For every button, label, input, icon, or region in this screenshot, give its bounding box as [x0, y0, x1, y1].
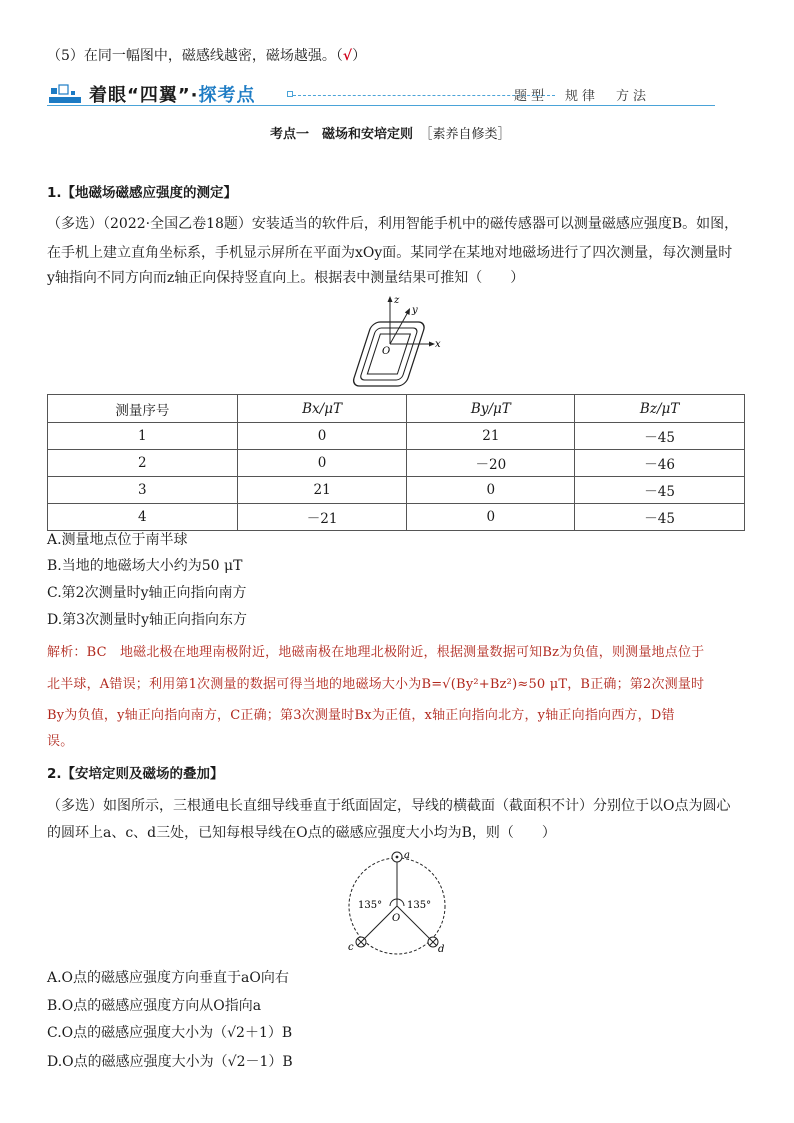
measurement-table	[47, 394, 745, 531]
q2-heading: 2.【安培定则及磁场的叠加】	[47, 766, 224, 782]
table-cell: －45	[575, 423, 745, 450]
section-banner	[47, 80, 715, 110]
q1-analysis-line-3: By为负值，y轴正向指向南方，C正确；第3次测量时Bx为正值，x轴正向指向北方，y轴正向指向西方，D错	[47, 708, 675, 723]
banner-square-icon	[287, 91, 293, 97]
table-cell: 21	[237, 477, 407, 504]
q1-analysis-line-4: 误。	[47, 734, 74, 749]
q1-heading: 1.【地磁场磁感应强度的测定】	[47, 185, 238, 201]
label-a: a	[404, 850, 410, 861]
q1-stem-line-3: y轴指向不同方向而z轴正向保持竖直向上。根据表中测量结果可推知（ ）	[47, 270, 525, 286]
q1-option-b: B.当地的地磁场大小约为50 μT	[47, 558, 243, 574]
label-z: z	[394, 295, 400, 306]
label-x: x	[435, 339, 441, 350]
table-cell: 0	[237, 450, 407, 477]
table-header: Bx/μT	[237, 395, 407, 423]
q2-stem-line-1: （多选）如图所示，三根通电长直细导线垂直于纸面固定，导线的横截面（截面积不计）分别位于以O点为圆心	[47, 798, 731, 814]
label-angle-right: 135°	[407, 900, 432, 911]
banner-title: 着眼“四翼”·探考点	[89, 85, 256, 106]
table-header: Bz/μT	[575, 395, 745, 423]
q1-stem-line-1: （多选）（2022·全国乙卷18题）安装适当的软件后，利用智能手机中的磁传感器可以测量磁感应强度B。如图，	[47, 216, 739, 232]
q2-stem-line-2: 的圆环上a、c、d三处，已知每根导线在O点的磁感应强度大小均为B，则（ ）	[47, 825, 556, 841]
q2-option-d: D.O点的磁感应强度大小为（√2－1）B	[47, 1054, 293, 1070]
table-cell: 1	[48, 423, 238, 450]
banner-underline	[47, 105, 715, 106]
label-origin: O	[382, 346, 391, 357]
table-cell: －20	[407, 450, 575, 477]
table-cell: －21	[237, 504, 407, 531]
label-y: y	[412, 305, 418, 316]
q1-stem-line-2: 在手机上建立直角坐标系，手机显示屏所在平面为xOy面。某同学在某地对地磁场进行了四次测量，每次测量时	[47, 245, 733, 261]
q1-analysis-line-2: 北半球，A错误；利用第1次测量的数据可得当地的地磁场大小为B=√(By²+Bz²)≈50 μT，B正确；第2次测量时	[47, 677, 705, 692]
table-header: By/μT	[407, 395, 575, 423]
table-header: 测量序号	[48, 395, 238, 423]
label-d: d	[438, 944, 445, 955]
line-o-d	[397, 906, 431, 940]
table-cell: －45	[575, 504, 745, 531]
q2-option-c: C.O点的磁感应强度大小为（√2＋1）B	[47, 1025, 293, 1041]
label-angle-left: 135°	[358, 900, 383, 911]
table-row	[48, 477, 745, 504]
label-c: c	[348, 942, 354, 953]
q1-option-d: D.第3次测量时y轴正向指向东方	[47, 612, 247, 628]
wire-d-icon	[428, 937, 438, 947]
z-axis-arrow-icon	[388, 296, 393, 302]
table-row	[48, 423, 745, 450]
check-mark: √	[342, 48, 353, 64]
q2-option-b: B.O点的磁感应强度方向从O指向a	[47, 998, 262, 1014]
table-header-row	[48, 395, 745, 423]
table-row	[48, 504, 745, 531]
label-o: O	[392, 913, 401, 924]
q2-option-a: A.O点的磁感应强度方向垂直于aO向右	[47, 970, 289, 986]
banner-right-label: 题型 规律 方法	[513, 89, 650, 104]
prev-item: （5）在同一幅图中，磁感线越密，磁场越强。（√）	[47, 48, 367, 64]
q1-option-c: C.第2次测量时y轴正向指向南方	[47, 585, 247, 601]
table-cell: 0	[237, 423, 407, 450]
table-cell: 0	[407, 504, 575, 531]
phone-axes-figure	[340, 292, 450, 392]
table-cell: 4	[48, 504, 238, 531]
wires-circle-figure	[340, 846, 460, 956]
table-cell: 2	[48, 450, 238, 477]
q1-analysis-line-1: 解析：BC 地磁北极在地理南极附近，地磁南极在地理北极附近，根据测量数据可知Bz为负值，则测量地点位于	[47, 645, 705, 660]
table-cell: 21	[407, 423, 575, 450]
wire-a-icon	[392, 852, 402, 862]
q1-option-a: A.测量地点位于南半球	[47, 532, 188, 548]
wire-c-icon	[356, 937, 366, 947]
section-title: 考点一 磁场和安培定则 ［素养自修类］	[270, 127, 511, 142]
table-cell: －45	[575, 477, 745, 504]
table-cell: 0	[407, 477, 575, 504]
table-cell: －46	[575, 450, 745, 477]
table-row	[48, 450, 745, 477]
table-cell: 3	[48, 477, 238, 504]
